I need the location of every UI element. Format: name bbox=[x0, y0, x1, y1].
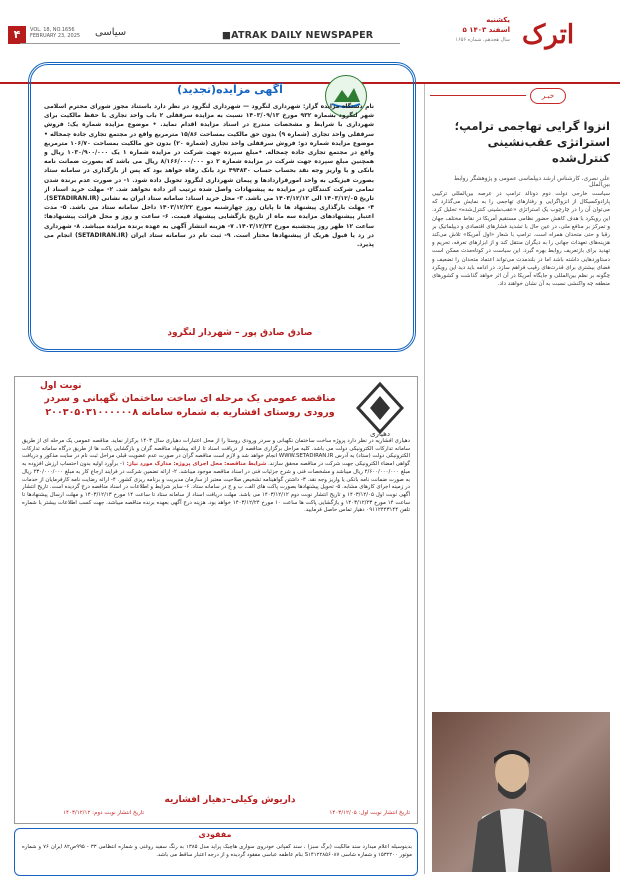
village-council-emblem-icon bbox=[350, 378, 410, 438]
emblem-label: دهیاری bbox=[370, 430, 390, 438]
person-silhouette-icon bbox=[472, 742, 552, 872]
tender-ad-signature: داریوش وکیلی–دهیار افشاریه bbox=[164, 795, 296, 805]
lost-notice-body: بدینوسیله اعلام میدارد سند مالکیت (برگ سبز) ، سند کمپانی خودروی سواری هاچبک پراید مدل ۱۳۸۵ به رنگ سفید روغنی و شماره انتظامی ۳۳ - ۹۹۵ص۸۲ ایران ۷۶ و شماره موتور ۱۵۳۲۲۰۰ و شماره شاسی S۱۴۱۲۲۸۵۶۰۸۷ بنام عاطفه عباسی مفقود گردیده و از درجه اعتبار ساقط می باشد. bbox=[22, 844, 413, 858]
auction-ad-body: نام دستگاه مزایده گزار: شهرداری لنگرود — شهرداری لنگرود در نظر دارد باستناد مجوز شورای محترم اسلامی شهر لنگرود بشماره ۹۳۲ مورخ ۱۴۰۳/۰۹/۱۳ نسبت به مزایده سرقفلی ۲ باب واحد تجاری با حفظ مالکیت برای شهرداری با شرایط و مشخصات مندرج در اسناد مزایده اقدام نماید. • موضوع مزایده شماره یک: فروش سرقفلی واحد تجاری (شماره ۹) بدون حق مالکیت بمساحت ۱۵/۸۶ مترمربع واقع در مجتمع تجاری جاده چمخاله • موضوع مزایده شماره دو: فروش سرقفلی واحد تجاری (شماره ۲۰) بدون حق مالکیت بمساحت ۱۰۶/۷۰ مترمربع واقع در مجتمع تجاری جاده چمخاله. •مبلغ سپرده جهت شرکت در مزایده شماره ۱ یک ۱۰۳۰/۹۰۰/۰۰۰ ریال و همچنین مبلغ سپرده جهت شرکت در مزایده شماره ۲ دو ۸/۱۶۶/۰۰۰/۰۰۰ ریال می باشد که بصورت ضمانت نامه بانکی و یا واریز وجه نقد بحساب حساب ۴۹۴۸۳۰ نزد بانک رفاه خواهد بود که پس از بارگذاری در سامانه ستاد بصورت فیزیکی به واحد امورقراردادها و پیمان شهرداری لنگرود تحویل داده شود. ۱- در صورت عدم برنده شدن تمامی شرکت کنندگان در مزایده به پیشنهادات واصل شده ترتیب اثر داده نخواهد شد. ۲- مهلت خرید اسناد از تاریخ ۱۴۰۳/۱۲/۰۵ الی ۱۴۰۳/۱۲/۱۲ می باشد. ۳- محل خرید اسناد: سامانه ستاد ایران به نشانی (SETADIRAN.IR). ۴- مهلت بارگذاری پیشنهاد ها تا پایان روز چهارشنبه مورخ ۱۴۰۳/۱۲/۲۲ داخل سامانه ستاد می باشد. ۵- مدت اعتبار پیشنهادهای مزایده سه ماه از تاریخ بازگشایی پیشنهاد قیمت. ۶- ساعت و روز و محل قرائت پیشنهادها: ساعت ۱۲ ظهر روز پنجشنبه مورخ ۱۴۰۳/۱۲/۲۳. ۷- هزینه انتشار آگهی به عهده برنده مزایده میباشد. ۸- شهرداری در رد یا قبول هریک از پیشنهادها مختار است. ۹- ثبت نام در سامانه ستاد ایران (SETADIRAN.IR) انجام می پذیرد. bbox=[44, 103, 374, 249]
weekday: یکشنبه bbox=[486, 16, 510, 24]
issue-date bbox=[430, 15, 510, 45]
tender-details: ۱- برآورد اولیه بدون احتساب ارزش افزوده به مبلغ ۴/۶۰۰/۰۰۰/۰۰۰ ریال میباشد و مشخصات فنی و شرح جزئیات فنی در اسناد مناقصه موجود میباشد. ۲- ارائه تضمین شرکت در فرایند ارجاع کار به مبلغ ۲۳۰/۰۰۰/۰۰۰ ریال به صورت ضمانت نامه بانکی یا واریز وجه نقد. ۳- داشتن گواهینامه تشخیص صلاحیت معتبر از سازمان مدیریت و برنامه ریزی کشور. ۴- ارائه رضایت نامه کارفرمایان از خدمات در زمینه اجرای کارهای مشابه. ۵- تحویل پیشنهادها بصورت پاکت های الف، ب و ج در سامانه ستاد. ۶- سایر شرایط و اطلاعات در اسناد مناقصه درج گردیده است. تاریخ انتشار آگهی نوبت اول ۱۴۰۳/۱۲/۰۵ و تاریخ انتشار نوبت دوم ۱۴۰۳/۱۲/۱۲ می باشد. مهلت دریافت اسناد از سامانه ستاد تا ساعت ۱۴ مورخ ۱۴۰۳/۱۲/۱۳ و مهلت ارسال پیشنهادها تا ساعت ۱۴ مورخ ۱۴۰۳/۱۲/۲۳ و بازگشایی پاکت ها ساعت ۱۰ مورخ ۱۴۰۳/۱۲/۲۴ خواهد بود. هزینه درج آگهی بعهده برنده مناقصه میباشد. جهت کسب اطلاعات بیشتر با شماره تلفن ۰۹۱۱۲۴۴۳۱۴۴ دهیار تماس حاصل فرمایید. bbox=[22, 461, 410, 514]
volume-info bbox=[30, 27, 100, 39]
auction-ad-title: آگهی مزایده(تجدید) bbox=[177, 83, 283, 96]
tender-conditions-label: شرایط مناقصه: bbox=[224, 461, 267, 468]
auction-ad-signature: صادق صادق پور – شهردار لنگرود bbox=[167, 328, 313, 338]
page-number: ۴ bbox=[8, 26, 26, 44]
article-body: سیاست خارجی دولت دوم دونالد ترامپ در عرصه بین‌المللی ترکیبی پارادوکسیکال از انزواگرایی و رفتارهای تهاجمی را به نمایش می‌گذارد که می‌توان آن را در چارچوب یک استراتژی «عقب‌نشینی کنترل‌شده» تحلیل کرد. این رویکرد با هدف کاهش حضور نظامی مستقیم آمریکا در نقاط مختلف جهان و تمرکز بر منافع ملی، در عین حال با تشدید فشارهای اقتصادی و دیپلماتیک بر رقبا و حتی متحدان همراه است. ترامپ با شعار «اول آمریکا» تلاش می‌کند هزینه‌های تعهدات جهانی را به دیگران منتقل کند و از ابزارهای تعرفه، تحریم و تهدید برای بازتعریف روابط بهره گیرد. این سیاست در کوتاه‌مدت ممکن است دستاوردهایی داشته باشد اما در بلندمدت می‌تواند اعتماد متحدان را تضعیف و فضای بیشتری برای قدرت‌های رقیب فراهم سازد. در ادامه باید دید این رویکرد چگونه بر نظم بین‌المللی و جایگاه آمریکا در آن اثر خواهد گذاشت و کشورهای منطقه چه واکنشی نسبت به آن نشان خواهند داد. bbox=[432, 191, 610, 288]
tender-ad-body bbox=[22, 438, 410, 778]
tender-second-publish-date: تاریخ انتشار نوبت دوم: ۱۴۰۳/۱۲/۱۲ bbox=[63, 810, 144, 816]
tender-first-publish-date: تاریخ انتشار نوبت اول: ۱۴۰۳/۱۲/۰۵ bbox=[329, 810, 410, 816]
tender-notice-round: نوبت اول bbox=[40, 381, 82, 391]
tender-ad-title: مناقصه عمومی یک مرحله ای ساخت ساختمان نگهبانی و سردر ورودی روستای افشاریه به شماره سامانه ۲۰۰۳۰۵۰۳۱۰۰۰۰۰۰۸ bbox=[44, 393, 336, 418]
column-divider bbox=[424, 84, 425, 874]
newspaper-name: ■ATRAK DAILY NEWSPAPER bbox=[222, 30, 374, 41]
author-photo bbox=[432, 712, 610, 872]
article-byline: علی نصری، کارشناس ارشد دیپلماسی عمومی و پژوهشگر روابط بین‌الملل bbox=[453, 176, 610, 188]
section-name: سیاسی bbox=[95, 27, 127, 38]
category-badge: خبـر bbox=[530, 88, 566, 104]
issue-date-line: FEBRUARY 23, 2025 bbox=[30, 33, 81, 39]
persian-date: ۵ اسفند ۱۴۰۳ bbox=[462, 26, 510, 34]
lost-notice-title: مفقودی bbox=[198, 830, 232, 839]
tender-location-label: محل اجرای پروژه: bbox=[173, 461, 223, 468]
issue-number: سال هجدهم، شماره ۱۶۵۶ bbox=[455, 37, 510, 43]
category-rule bbox=[430, 95, 526, 96]
article-headline: انزوا گرایی تهاجمی ترامپ؛ استراتژی عقب‌نشینی کنترل‌شده bbox=[454, 119, 610, 165]
header-divider bbox=[20, 43, 400, 44]
tender-intro: دهیاری افشاریه در نظر دارد پروژه ساخت ساختمان نگهبانی و سردر ورودی روستا را از محل اعتبارات دهیاری سال ۱۴۰۳ برگزار نماید. مناقصه عمومی یک مرحله ای از طریق سامانه تدارکات الکترونیکی دولت می باشد. کلیه مراحل برگزاری مناقصه از دریافت اسناد تا ارائه پیشنهاد مناقصه گران و بازگشایی پاکت ها از طریق درگاه سامانه تدارکات الکترونیکی دولت (ستاد) به آدرس WWW.SETADIRAN.IR انجام خواهد شد و لازم است مناقصه گران در صورت عدم عضویت قبلی مراحل ثبت نام در سایت مذکور و دریافت گواهی امضاء الکترونیکی جهت شرکت در مناقصه محقق سازند. bbox=[22, 438, 410, 468]
newspaper-logo: اترک bbox=[522, 20, 575, 50]
volume-line: VOL. 18, NO.1656 bbox=[30, 27, 75, 33]
tender-docs-label: مدارک مورد نیاز: bbox=[126, 461, 172, 468]
